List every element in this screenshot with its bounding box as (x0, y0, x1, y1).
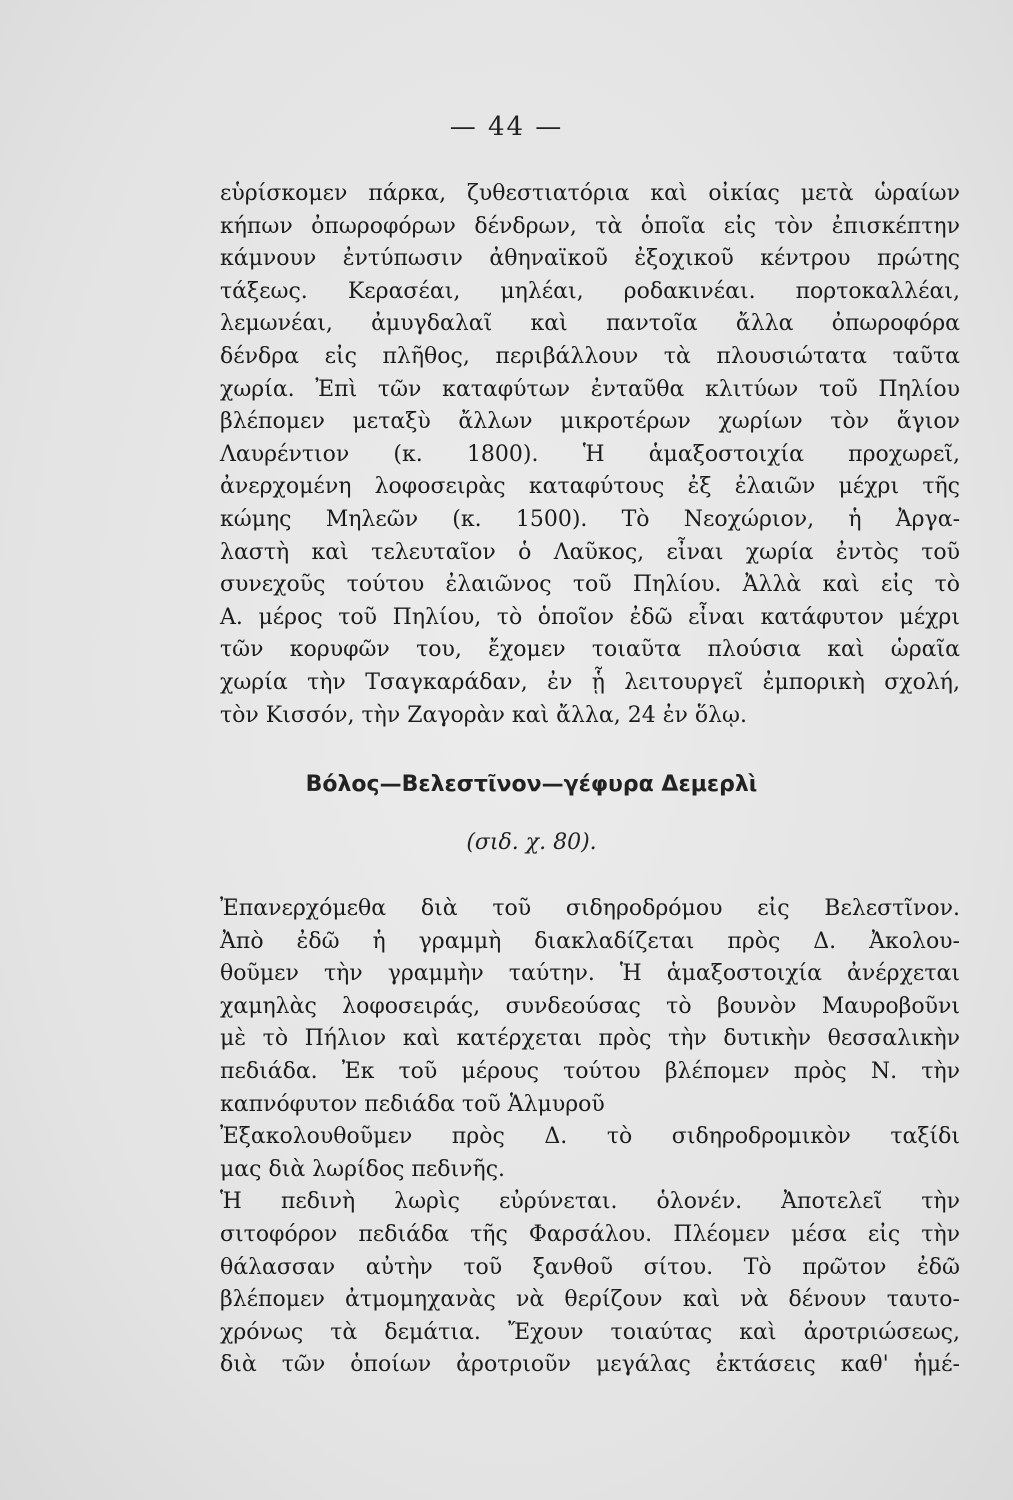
text-line: Ἡ πεδινὴ λωρὶς εὐρύνεται. ὁλονέν. Ἀποτελεῖ τὴν (220, 1189, 960, 1215)
text-line: λαστὴ καὶ τελευταῖον ὁ Λαῦκος, εἶναι χωρία ἐντὸς τοῦ (220, 539, 960, 565)
text-line: χωρία. Ἐπὶ τῶν καταφύτων ἐνταῦθα κλιτύων τοῦ Πηλίου (220, 376, 960, 402)
text-line: κώμης Μηλεῶν (κ. 1500). Τὸ Νεοχώριον, ἡ Ἀργα- (220, 506, 960, 532)
text-line: τὸν Κισσόν, τὴν Ζαγορὰν καὶ ἄλλα, 24 ἐν ὅλῳ. (220, 702, 747, 728)
text-line: Ἐξακολουθοῦμεν πρὸς Δ. τὸ σιδηροδρομικὸν ταξίδι (220, 1124, 960, 1150)
text-line: χωρία τὴν Τσαγκαράδαν, ἐν ᾗ λειτουργεῖ ἐμπορικὴ σχολή, (220, 669, 960, 695)
text-line: εὑρίσκομεν πάρκα, ζυθεστιατόρια καὶ οἰκίας μετὰ ὡραίων (220, 181, 960, 206)
text-line: μὲ τὸ Πήλιον καὶ κατέρχεται πρὸς τὴν δυτικὴν θεσσαλικὴν (220, 1026, 960, 1052)
text-line: Λαυρέντιον (κ. 1800). Ἡ ἁμαξοστοιχία προχωρεῖ, (220, 441, 960, 467)
text-line: Ἐπανερχόμεθα διὰ τοῦ σιδηροδρόμου εἰς Βελεστῖνον. (220, 896, 960, 921)
text-line: σιτοφόρον πεδιάδα τῆς Φαρσάλου. Πλέομεν μέσα εἰς τὴν (220, 1221, 960, 1247)
text-line: τάξεως. Κερασέαι, μηλέαι, ροδακινέαι. πορτοκαλλέαι, (220, 278, 960, 304)
text-line: λεμωνέαι, ἀμυγδαλαῖ καὶ παντοῖα ἄλλα ὀπωροφόρα (220, 311, 960, 337)
text-line: Ἀπὸ ἐδῶ ἡ γραμμὴ διακλαδίζεται πρὸς Δ. Ἀκολου- (220, 928, 960, 954)
text-line: χρόνως τὰ δεμάτια. Ἔχουν τοιαύτας καὶ ἀροτριώσεως, (220, 1319, 960, 1345)
text-line: συνεχοῦς τούτου ἐλαιῶνος τοῦ Πηλίου. Ἀλλὰ καὶ εἰς τὸ (220, 572, 960, 598)
section-subheading: (σιδ. χ. 80). (466, 830, 597, 855)
text-line: πεδιάδα. Ἐκ τοῦ μέρους τούτου βλέπομεν πρὸς Ν. τὴν (220, 1058, 960, 1084)
text-line: διὰ τῶν ὁποίων ἀροτριοῦν μεγάλας ἐκτάσεις καθ' ἡμέ- (220, 1352, 960, 1378)
paragraph-1 (220, 178, 960, 732)
text-line: Α. μέρος τοῦ Πηλίου, τὸ ὁποῖον ἐδῶ εἶναι κατάφυτον μέχρι (220, 604, 960, 630)
text-line: μας διὰ λωρίδος πεδινῆς. (220, 1156, 506, 1182)
text-line: καπνόφυτον πεδιάδα τοῦ Ἁλμυροῦ (220, 1091, 605, 1117)
text-line: ἀνερχομένη λοφοσειρὰς καταφύτους ἐξ ἐλαιῶν μέχρι τῆς (220, 474, 960, 500)
text-line: θάλασσαν αὐτὴν τοῦ ξανθοῦ σίτου. Τὸ πρῶτον ἐδῶ (220, 1254, 960, 1280)
text-line: τῶν κορυφῶν του, ἔχομεν τοιαῦτα πλούσια καὶ ὡραῖα (220, 637, 960, 663)
text-line: κήπων ὀπωροφόρων δένδρων, τὰ ὁποῖα εἰς τὸν ἐπισκέπτην (220, 213, 960, 239)
text-line: βλέπομεν μεταξὺ ἄλλων μικροτέρων χωρίων τὸν ἅγιον (220, 409, 960, 435)
paragraph-2 (220, 893, 960, 1382)
section-heading: Βόλος—Βελεστῖνον—γέφυρα Δεμερλὶ (305, 772, 758, 797)
text-line: βλέπομεν ἀτμομηχανὰς νὰ θερίζουν καὶ νὰ δένουν ταυτο- (220, 1287, 960, 1313)
text-line: κάμνουν ἐντύπωσιν ἀθηναϊκοῦ ἐξοχικοῦ κέντρου πρώτης (220, 246, 960, 272)
text-line: δένδρα εἰς πλῆθος, περιβάλλουν τὰ πλουσιώτατα ταῦτα (220, 343, 960, 369)
page-number: — 44 — (449, 112, 564, 142)
text-line: θοῦμεν τὴν γραμμὴν ταύτην. Ἡ ἁμαξοστοιχία ἀνέρχεται (220, 961, 960, 987)
text-line: χαμηλὰς λοφοσειράς, συνδεούσας τὸ βουνὸν Μαυροβοῦνι (220, 993, 960, 1019)
